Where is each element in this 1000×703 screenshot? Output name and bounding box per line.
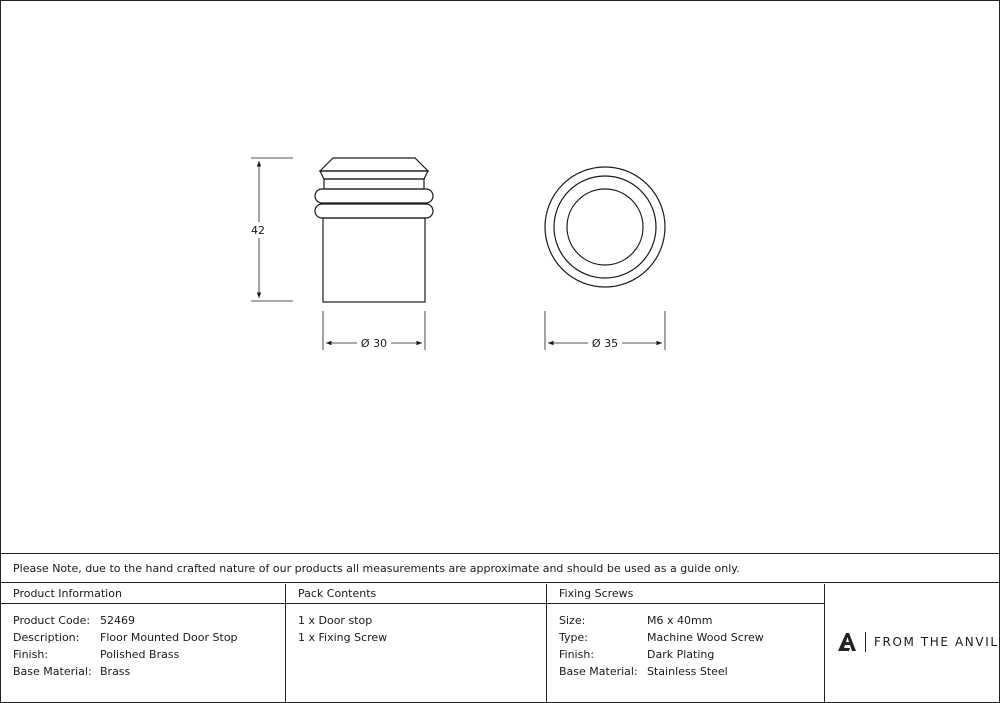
row-value: Floor Mounted Door Stop <box>100 631 238 644</box>
row-label: Base Material: <box>13 665 92 678</box>
measurement-note: Please Note, due to the hand crafted nature of our products all measurements are approximate and should be used as a guide only. <box>1 553 1000 583</box>
row-label: Type: <box>559 631 588 644</box>
product-row <box>13 646 285 663</box>
product-row <box>13 663 285 680</box>
ring-lower <box>315 204 433 218</box>
anvil-logo-icon <box>837 632 857 652</box>
row-value: Dark Plating <box>647 648 715 661</box>
brand-logo <box>837 632 999 652</box>
technical-drawing <box>1 1 999 553</box>
row-label: Finish: <box>559 648 595 661</box>
middle-ring <box>554 176 656 278</box>
pack-contents-panel <box>286 584 547 703</box>
brand-panel <box>825 584 1000 703</box>
row-value: Brass <box>100 665 131 678</box>
top-view <box>545 167 665 287</box>
product-information-panel <box>1 584 286 703</box>
row-label: Product Code: <box>13 614 91 627</box>
screw-row <box>559 612 824 629</box>
fixing-screws-header: Fixing Screws <box>547 584 824 604</box>
side-view <box>315 158 433 302</box>
pack-item: 1 x Fixing Screw <box>298 631 388 644</box>
product-row <box>13 629 285 646</box>
row-label: Finish: <box>13 648 49 661</box>
row-label: Size: <box>559 614 586 627</box>
collar <box>324 179 424 189</box>
cap-bottom <box>320 171 428 179</box>
logo-divider <box>865 632 866 652</box>
width-label: Ø 30 <box>360 337 388 350</box>
brand-name: FROM THE ANVIL <box>874 635 999 649</box>
diameter-label: Ø 35 <box>591 337 619 350</box>
row-value: Machine Wood Screw <box>647 631 764 644</box>
height-label: 42 <box>251 224 265 237</box>
row-label: Description: <box>13 631 80 644</box>
row-value: 52469 <box>100 614 135 627</box>
row-value: Stainless Steel <box>647 665 728 678</box>
screw-row <box>559 646 824 663</box>
row-label: Base Material: <box>559 665 638 678</box>
cap-top <box>320 158 428 171</box>
row-value: Polished Brass <box>100 648 180 661</box>
inner-ring <box>567 189 643 265</box>
product-information-header: Product Information <box>1 584 285 604</box>
row-value: M6 x 40mm <box>647 614 713 627</box>
product-row <box>13 612 285 629</box>
outer-ring <box>545 167 665 287</box>
fixing-screws-panel <box>547 584 825 703</box>
ring-upper <box>315 189 433 203</box>
screw-row <box>559 629 824 646</box>
pack-contents-header: Pack Contents <box>286 584 546 604</box>
pack-item: 1 x Door stop <box>298 614 373 627</box>
body <box>323 218 425 302</box>
screw-row <box>559 663 824 680</box>
